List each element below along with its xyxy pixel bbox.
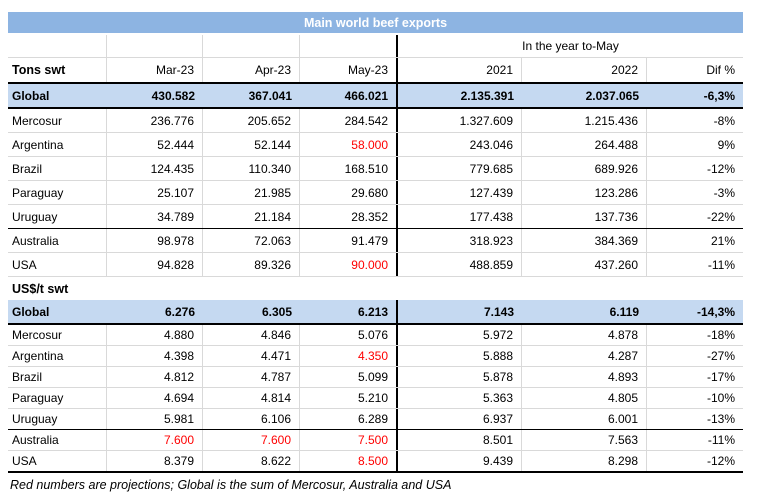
value-cell: 25.107 (107, 181, 203, 204)
table-row (8, 388, 743, 409)
value-cell: 4.805 (522, 388, 647, 408)
row-label: Mercosur (8, 325, 107, 345)
table-row (8, 229, 743, 253)
column-header: 2021 (398, 58, 522, 82)
row-label: USA (8, 451, 107, 471)
value-cell: 7.600 (203, 430, 300, 450)
column-header: 2022 (522, 58, 647, 82)
value-cell: 110.340 (203, 157, 300, 180)
value-cell: 90.000 (300, 253, 398, 276)
value-cell: 6.119 (609, 304, 639, 319)
table-row (8, 367, 743, 388)
value-cell: 52.144 (203, 133, 300, 156)
table-row-global-tons (8, 84, 743, 109)
row-label: Argentina (8, 346, 107, 366)
dif-cell: -8% (713, 113, 735, 128)
year-span-header: In the year to-May (522, 39, 619, 53)
value-cell: 72.063 (203, 229, 300, 252)
value-cell: 284.542 (300, 109, 398, 132)
value-cell: 29.680 (300, 181, 398, 204)
value-cell: 1.215.436 (522, 109, 647, 132)
table-row (8, 205, 743, 229)
value-cell: 5.210 (300, 388, 398, 408)
value-cell: 91.479 (300, 229, 398, 252)
value-cell: 98.978 (107, 229, 203, 252)
row-label: Brazil (8, 157, 107, 180)
span-header-row (8, 35, 743, 58)
value-cell: 8.622 (203, 451, 300, 471)
value-cell: 205.652 (203, 109, 300, 132)
empty-cell (8, 35, 107, 57)
row-label: Australia (8, 229, 107, 252)
value-cell: 5.363 (398, 388, 522, 408)
footnote: Red numbers are projections; Global is the sum of Mercosur, Australia and USA (10, 478, 452, 492)
beef-exports-report (8, 12, 743, 492)
value-cell: 124.435 (107, 157, 203, 180)
value-cell: 5.099 (300, 367, 398, 387)
dif-cell: -27% (706, 349, 735, 363)
value-cell: 5.972 (398, 325, 522, 345)
value-cell: 21.985 (203, 181, 300, 204)
value-cell: 28.352 (300, 205, 398, 228)
dif-cell: -18% (706, 328, 735, 342)
column-header: Mar-23 (107, 58, 203, 82)
value-cell: 168.510 (300, 157, 398, 180)
row-label: Brazil (8, 367, 107, 387)
dif-cell: -6,3% (703, 88, 735, 103)
value-cell: 177.438 (398, 205, 522, 228)
value-cell: 264.488 (522, 133, 647, 156)
table-row (8, 325, 743, 346)
dif-cell: -11% (707, 433, 735, 447)
value-cell: 2.135.391 (460, 88, 514, 103)
value-cell: 6.289 (300, 409, 398, 429)
dif-cell: -22% (706, 209, 735, 224)
row-label: Australia (8, 430, 107, 450)
empty-cell (203, 35, 300, 57)
row-label: Global (12, 304, 50, 319)
value-cell: 94.828 (107, 253, 203, 276)
column-header: Dif % (706, 63, 735, 77)
table-row (8, 181, 743, 205)
value-cell: 779.685 (398, 157, 522, 180)
value-cell: 34.789 (107, 205, 203, 228)
row-label: Argentina (8, 133, 107, 156)
value-cell: 8.500 (300, 451, 398, 471)
dif-cell: 9% (717, 137, 735, 152)
value-cell: 123.286 (522, 181, 647, 204)
value-cell: 7.563 (522, 430, 647, 450)
value-cell: 7.600 (107, 430, 203, 450)
dif-cell: -12% (706, 161, 735, 176)
exports-table (8, 35, 743, 473)
value-cell: 52.444 (107, 133, 203, 156)
value-cell: 2.037.065 (585, 88, 639, 103)
row-label: USA (8, 253, 107, 276)
value-cell: 7.143 (483, 304, 514, 319)
table-row (8, 253, 743, 277)
value-cell: 5.076 (300, 325, 398, 345)
value-cell: 8.298 (522, 451, 647, 471)
table-row-global-price (8, 300, 743, 325)
column-header: Apr-23 (203, 58, 300, 82)
dif-cell: -11% (707, 257, 735, 272)
column-header: May-23 (300, 58, 398, 82)
empty-cell (107, 35, 203, 57)
value-cell: 5.888 (398, 346, 522, 366)
value-cell: 4.287 (522, 346, 647, 366)
dif-cell: -10% (706, 391, 735, 405)
value-cell: 6.305 (261, 304, 292, 319)
value-cell: 1.327.609 (398, 109, 522, 132)
page-title: Main world beef exports (8, 12, 743, 33)
value-cell: 6.001 (522, 409, 647, 429)
value-cell: 137.736 (522, 205, 647, 228)
value-cell: 689.926 (522, 157, 647, 180)
table-row (8, 346, 743, 367)
value-cell: 4.846 (203, 325, 300, 345)
value-cell: 4.398 (107, 346, 203, 366)
row-label: Global (12, 88, 50, 103)
value-cell: 4.880 (107, 325, 203, 345)
empty-cell (300, 35, 398, 57)
value-cell: 21.184 (203, 205, 300, 228)
table-row (8, 430, 743, 451)
value-cell: 5.878 (398, 367, 522, 387)
value-cell: 7.500 (300, 430, 398, 450)
dif-cell: -13% (706, 412, 735, 426)
column-header-row (8, 58, 743, 84)
value-cell: 5.981 (107, 409, 203, 429)
value-cell: 6.937 (398, 409, 522, 429)
value-cell: 127.439 (398, 181, 522, 204)
value-cell: 89.326 (203, 253, 300, 276)
row-label: Mercosur (8, 109, 107, 132)
table-row (8, 409, 743, 430)
value-cell: 243.046 (398, 133, 522, 156)
dif-cell: -17% (706, 370, 735, 384)
value-cell: 437.260 (522, 253, 647, 276)
table-row (8, 157, 743, 181)
value-cell: 58.000 (300, 133, 398, 156)
value-cell: 6.276 (164, 304, 195, 319)
dif-cell: -3% (713, 185, 735, 200)
value-cell: 466.021 (300, 84, 398, 107)
dif-cell: -14,3% (696, 304, 735, 319)
value-cell: 367.041 (248, 88, 292, 103)
dif-cell: -12% (706, 454, 735, 468)
value-cell: 4.471 (203, 346, 300, 366)
section-label-row (8, 277, 743, 300)
value-cell: 4.787 (203, 367, 300, 387)
value-cell: 4.350 (300, 346, 398, 366)
value-cell: 8.501 (398, 430, 522, 450)
table-row (8, 451, 743, 473)
value-cell: 4.893 (522, 367, 647, 387)
row-label: Paraguay (8, 388, 107, 408)
unit-label-price: US$/t swt (12, 281, 69, 296)
table-row (8, 109, 743, 133)
table-row (8, 133, 743, 157)
dif-cell: 21% (710, 233, 735, 248)
value-cell: 4.694 (107, 388, 203, 408)
value-cell: 384.369 (522, 229, 647, 252)
value-cell: 6.213 (300, 300, 398, 323)
unit-label-tons: Tons swt (8, 58, 107, 82)
value-cell: 318.923 (398, 229, 522, 252)
value-cell: 430.582 (151, 88, 195, 103)
value-cell: 488.859 (398, 253, 522, 276)
value-cell: 236.776 (107, 109, 203, 132)
row-label: Paraguay (8, 181, 107, 204)
value-cell: 4.814 (203, 388, 300, 408)
value-cell: 6.106 (203, 409, 300, 429)
row-label: Uruguay (8, 409, 107, 429)
value-cell: 8.379 (107, 451, 203, 471)
value-cell: 4.878 (522, 325, 647, 345)
value-cell: 4.812 (107, 367, 203, 387)
row-label: Uruguay (8, 205, 107, 228)
value-cell: 9.439 (398, 451, 522, 471)
